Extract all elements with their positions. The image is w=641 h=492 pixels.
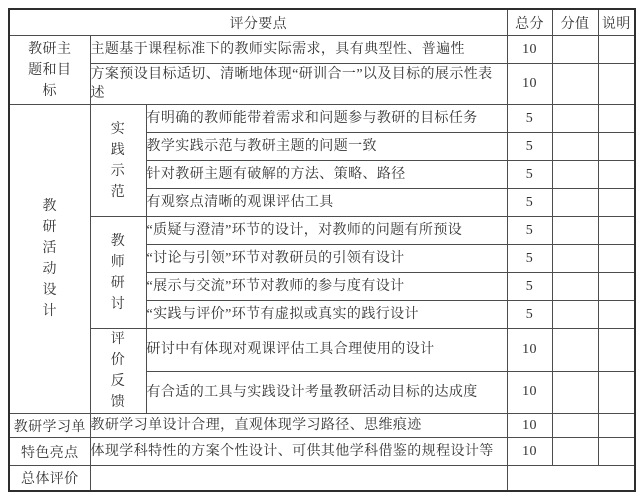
score-value-cell	[552, 36, 598, 64]
section-overall-label: 总体评价	[9, 466, 90, 492]
criteria-text: “实践与评价”环节有虚拟或真实的践行设计	[146, 301, 507, 329]
note-cell	[598, 217, 635, 245]
score-value-cell	[552, 371, 598, 414]
note-cell	[598, 64, 635, 105]
header-note: 说明	[598, 9, 635, 36]
total-score-cell: 5	[507, 105, 552, 133]
score-value-cell	[552, 301, 598, 329]
total-score-cell: 5	[507, 161, 552, 189]
note-cell	[598, 105, 635, 133]
total-score-cell: 10	[507, 329, 552, 372]
score-value-cell	[552, 64, 598, 105]
subsection-practice-label-text: 实践示范	[110, 121, 126, 200]
score-value-cell	[552, 133, 598, 161]
header-row	[9, 9, 635, 36]
criteria-text: 体现学科特性的方案个性设计、可供其他学科借鉴的规程设计等	[90, 438, 507, 466]
note-cell	[598, 161, 635, 189]
section-activity-label-text: 教研活动设计	[42, 199, 57, 319]
total-score-cell: 10	[507, 64, 552, 105]
criteria-text: 有观察点清晰的观课评估工具	[146, 189, 507, 217]
section-highlight-label: 特色亮点	[9, 438, 90, 466]
scoring-rubric-table	[8, 8, 636, 492]
criteria-text: 教研学习单设计合理，直观体现学习路径、思维痕迹	[90, 414, 507, 438]
criteria-text: 有明确的教师能带着需求和问题参与教研的目标任务	[146, 105, 507, 133]
header-score-value: 分值	[552, 9, 598, 36]
total-score-cell: 5	[507, 273, 552, 301]
total-score-cell: 5	[507, 301, 552, 329]
section-worksheet-label: 教研学习单	[9, 414, 90, 438]
overall-score-cell	[507, 466, 635, 492]
overall-criteria-cell	[90, 466, 507, 492]
total-score-cell: 5	[507, 189, 552, 217]
score-value-cell	[552, 329, 598, 372]
rubric-row-theme-2	[9, 64, 635, 105]
header-criteria: 评分要点	[9, 9, 507, 36]
criteria-text: “展示与交流”环节对教师的参与度有设计	[146, 273, 507, 301]
total-score-cell: 5	[507, 217, 552, 245]
note-cell	[598, 329, 635, 372]
criteria-text: “质疑与澄清”环节的设计，对教师的问题有所预设	[146, 217, 507, 245]
criteria-text: 研讨中有体现对观课评估工具合理使用的设计	[146, 329, 507, 372]
note-cell	[598, 245, 635, 273]
subsection-discussion-label-text: 教师研讨	[110, 233, 126, 312]
score-value-cell	[552, 105, 598, 133]
score-value-cell	[552, 189, 598, 217]
rubric-row-practice-1	[9, 105, 635, 133]
score-value-cell	[552, 273, 598, 301]
score-value-cell	[552, 161, 598, 189]
criteria-text: 主题基于课程标准下的教师实际需求，具有典型性、普遍性	[90, 36, 507, 64]
note-cell	[598, 273, 635, 301]
subsection-practice-label	[90, 105, 146, 217]
section-theme-label	[9, 36, 90, 105]
note-cell	[598, 301, 635, 329]
subsection-feedback-label	[90, 329, 146, 414]
note-cell	[598, 189, 635, 217]
section-activity-label	[9, 105, 90, 414]
criteria-text: 有合适的工具与实践设计考量教研活动目标的达成度	[146, 371, 507, 414]
subsection-feedback-label-text: 评价反馈	[110, 332, 126, 410]
criteria-text: “讨论与引领”环节对教研员的引领有设计	[146, 245, 507, 273]
criteria-text: 针对教研主题有破解的方法、策略、路径	[146, 161, 507, 189]
score-value-cell	[552, 414, 598, 438]
score-value-cell	[552, 438, 598, 466]
criteria-text: 方案预设目标适切、清晰地体现“研训合一”以及目标的展示性表述	[90, 64, 507, 105]
score-value-cell	[552, 217, 598, 245]
note-cell	[598, 414, 635, 438]
total-score-cell: 5	[507, 245, 552, 273]
rubric-row-theme-1	[9, 36, 635, 64]
subsection-discussion-label	[90, 217, 146, 329]
total-score-cell: 10	[507, 414, 552, 438]
section-theme-label-text: 教研主题和目标	[28, 41, 72, 99]
total-score-cell: 10	[507, 371, 552, 414]
note-cell	[598, 438, 635, 466]
note-cell	[598, 133, 635, 161]
rubric-row-feedback-1	[9, 329, 635, 372]
score-value-cell	[552, 245, 598, 273]
rubric-row-overall	[9, 466, 635, 492]
header-total-score: 总分	[507, 9, 552, 36]
rubric-row-worksheet	[9, 414, 635, 438]
rubric-row-highlight	[9, 438, 635, 466]
total-score-cell: 10	[507, 438, 552, 466]
total-score-cell: 5	[507, 133, 552, 161]
rubric-row-discussion-1	[9, 217, 635, 245]
criteria-text: 教学实践示范与教研主题的问题一致	[146, 133, 507, 161]
note-cell	[598, 36, 635, 64]
total-score-cell: 10	[507, 36, 552, 64]
note-cell	[598, 371, 635, 414]
